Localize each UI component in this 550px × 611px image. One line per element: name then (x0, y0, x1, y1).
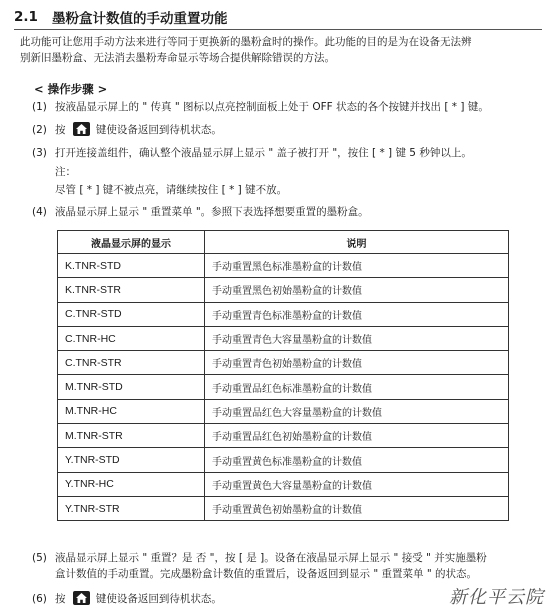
table-header-row (58, 231, 509, 254)
home-key-icon (73, 122, 90, 136)
intro-line: 别新旧墨粉盒、无法消去墨粉寿命显示等场合提供解除错误的方法。 (20, 52, 335, 64)
table-row (58, 375, 509, 399)
intro-line: 此功能可让您用手动方法来进行等同于更换新的墨粉盒时的操作。此功能的目的是为在设备无法辨 (20, 36, 472, 48)
display-code-cell: Y.TNR-HC (58, 472, 205, 496)
table-row (58, 424, 509, 448)
column-header-description: 说明 (205, 231, 509, 254)
table-row (58, 399, 509, 423)
step-number: (6) (32, 593, 47, 605)
description-cell: 手动重置黑色标准墨粉盒的计数值 (205, 254, 509, 278)
step-text: 液晶显示屏上显示 " 重置？是 否 "，按 [ 是 ]。设备在液晶显示屏上显示 " 接受 " 并实施墨粉 (55, 552, 487, 564)
table-row (58, 302, 509, 326)
display-code-cell: Y.TNR-STR (58, 496, 205, 520)
description-cell: 手动重置黄色初始墨粉盒的计数值 (205, 496, 509, 520)
table-row (58, 496, 509, 520)
description-cell: 手动重置黑色初始墨粉盒的计数值 (205, 278, 509, 302)
display-code-cell: C.TNR-STR (58, 351, 205, 375)
step-2 (32, 122, 542, 138)
toner-reset-table (57, 230, 509, 521)
description-cell: 手动重置品红色大容量墨粉盒的计数值 (205, 399, 509, 423)
description-cell: 手动重置青色大容量墨粉盒的计数值 (205, 326, 509, 350)
step-text: 键使设备返回到待机状态。 (95, 593, 222, 605)
watermark: 新化平云院 (449, 587, 544, 608)
step-text: 按液晶显示屏上的 " 传真 " 图标以点亮控制面板上处于 OFF 状态的各个按键并找出 [ * ] 键。 (55, 101, 489, 113)
table-row (58, 448, 509, 472)
home-key-icon (73, 591, 90, 605)
table-row (58, 278, 509, 302)
step-text: 盒计数值的手动重置。完成墨粉盒计数值的重置后，设备返回到显示 " 重置菜单 " 的状态。 (55, 568, 478, 580)
description-cell: 手动重置品红色标准墨粉盒的计数值 (205, 375, 509, 399)
heading-divider (14, 29, 542, 30)
heading-title: 墨粉盒计数值的手动重置功能 (52, 11, 228, 27)
procedure-title: < 操作步骤 > (34, 82, 108, 96)
table-row (58, 326, 509, 350)
table-row (58, 351, 509, 375)
step-number: (4) (32, 206, 47, 218)
note-text: 尽管 [ * ] 键不被点亮，请继续按住 [ * ] 键不放。 (55, 184, 288, 196)
display-code-cell: K.TNR-STR (58, 278, 205, 302)
step-1 (32, 99, 542, 115)
display-code-cell: M.TNR-STD (58, 375, 205, 399)
note-label: 注： (55, 166, 76, 178)
display-code-cell: Y.TNR-STD (58, 448, 205, 472)
step-4 (32, 204, 542, 220)
table-row (58, 472, 509, 496)
display-code-cell: M.TNR-HC (58, 399, 205, 423)
step-number: (2) (32, 124, 47, 136)
display-code-cell: C.TNR-STD (58, 302, 205, 326)
description-cell: 手动重置青色初始墨粉盒的计数值 (205, 351, 509, 375)
step-5 (32, 550, 542, 582)
display-code-cell: C.TNR-HC (58, 326, 205, 350)
description-cell: 手动重置青色标准墨粉盒的计数值 (205, 302, 509, 326)
display-code-cell: K.TNR-STD (58, 254, 205, 278)
intro-paragraph (20, 34, 540, 66)
description-cell: 手动重置黄色大容量墨粉盒的计数值 (205, 472, 509, 496)
step-number: (5) (32, 552, 47, 564)
step-text: 液晶显示屏上显示 " 重置菜单 "。参照下表选择想要重置的墨粉盒。 (55, 206, 369, 218)
step-text: 按 (55, 124, 66, 136)
table-row (58, 254, 509, 278)
column-header-display: 液晶显示屏的显示 (58, 231, 205, 254)
description-cell: 手动重置黄色标准墨粉盒的计数值 (205, 448, 509, 472)
step-text: 打开连接盖组件，确认整个液晶显示屏上显示 " 盖子被打开 "，按住 [ * ] 键 5 秒钟以上。 (55, 147, 472, 159)
step-text: 键使设备返回到待机状态。 (95, 124, 222, 136)
display-code-cell: M.TNR-STR (58, 424, 205, 448)
step-text: 按 (55, 593, 66, 605)
step-3 (32, 145, 542, 198)
step-number: (3) (32, 147, 47, 159)
section-heading (14, 6, 544, 28)
description-cell: 手动重置品红色初始墨粉盒的计数值 (205, 424, 509, 448)
heading-number: 2.1 (14, 9, 38, 25)
step-number: (1) (32, 101, 47, 113)
